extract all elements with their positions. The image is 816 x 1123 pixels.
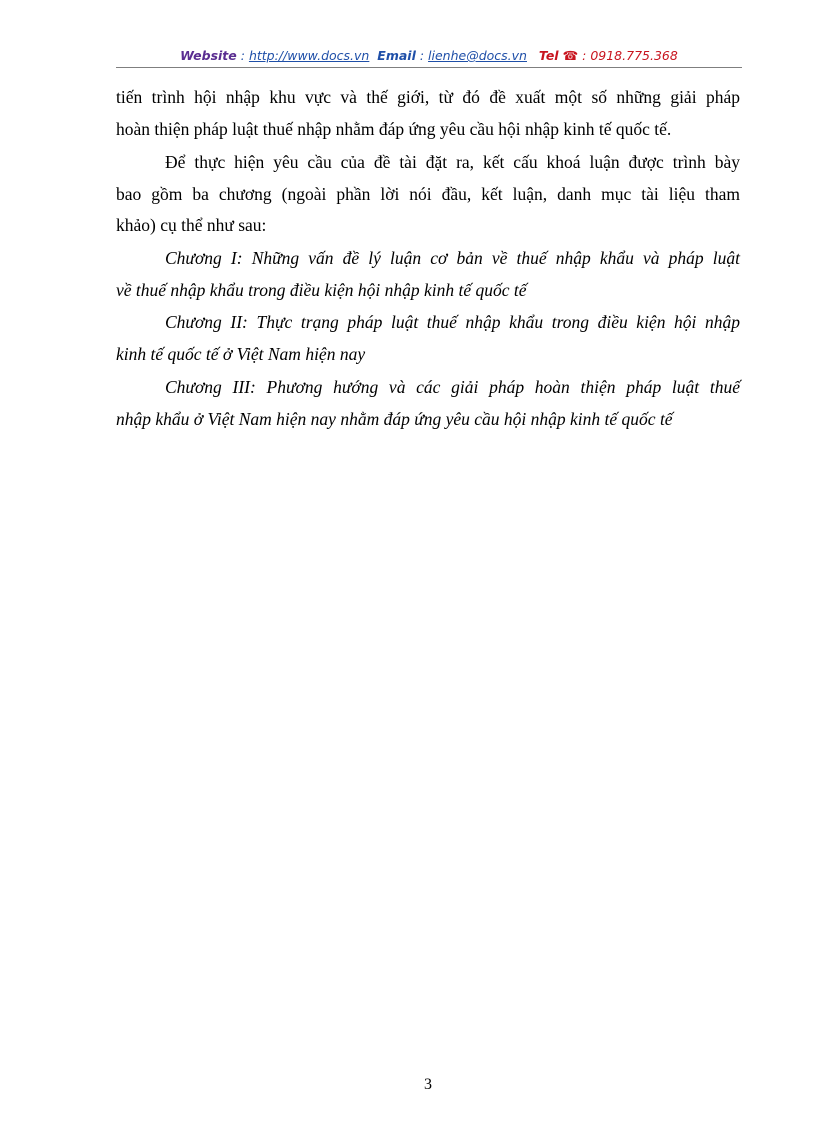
- body-line: Để thực hiện yêu cầu của đề tài đặt ra, kết cấu khoá luận được trình bày: [165, 152, 740, 172]
- tel-number: 0918.775.368: [590, 48, 678, 63]
- chapter-line: về thuế nhập khẩu trong điều kiện hội nhập kinh tế quốc tế: [116, 280, 527, 300]
- chapter-line: Chương III: Phương hướng và các giải pháp hoàn thiện pháp luật thuế: [165, 377, 740, 397]
- chapter-line: nhập khẩu ở Việt Nam hiện nay nhằm đáp ứng yêu cầu hội nhập kinh tế quốc tế: [116, 409, 673, 429]
- chapter-line: Chương II: Thực trạng pháp luật thuế nhập khẩu trong điều kiện hội nhập: [165, 312, 740, 332]
- email-link[interactable]: lienhe@docs.vn: [428, 48, 527, 63]
- body-line: khảo) cụ thể như sau:: [116, 215, 267, 235]
- page-header: [116, 46, 742, 66]
- chapter-line: Chương I: Những vấn đề lý luận cơ bản về thuế nhập khẩu và pháp luật: [165, 248, 740, 268]
- page-number: 3: [424, 1076, 432, 1093]
- website-link[interactable]: http://www.docs.vn: [248, 48, 370, 63]
- phone-icon: ☎: [562, 48, 579, 63]
- tel-separator: :: [578, 48, 591, 63]
- body-line: hoàn thiện pháp luật thuế nhập nhằm đáp ứng yêu cầu hội nhập kinh tế quốc tế.: [116, 119, 672, 139]
- email-label: Email: [377, 48, 416, 63]
- body-line: bao gồm ba chương (ngoài phần lời nói đầu, kết luận, danh mục tài liệu tham: [116, 184, 740, 204]
- email-separator: :: [415, 48, 429, 63]
- website-separator: :: [236, 48, 249, 63]
- body-line: tiến trình hội nhập khu vực và thế giới, từ đó đề xuất một số những giải pháp: [116, 87, 740, 107]
- header-divider: [116, 67, 742, 68]
- tel-label: Tel: [538, 48, 559, 63]
- website-label: Website: [180, 48, 237, 63]
- chapter-line: kinh tế quốc tế ở Việt Nam hiện nay: [116, 344, 366, 364]
